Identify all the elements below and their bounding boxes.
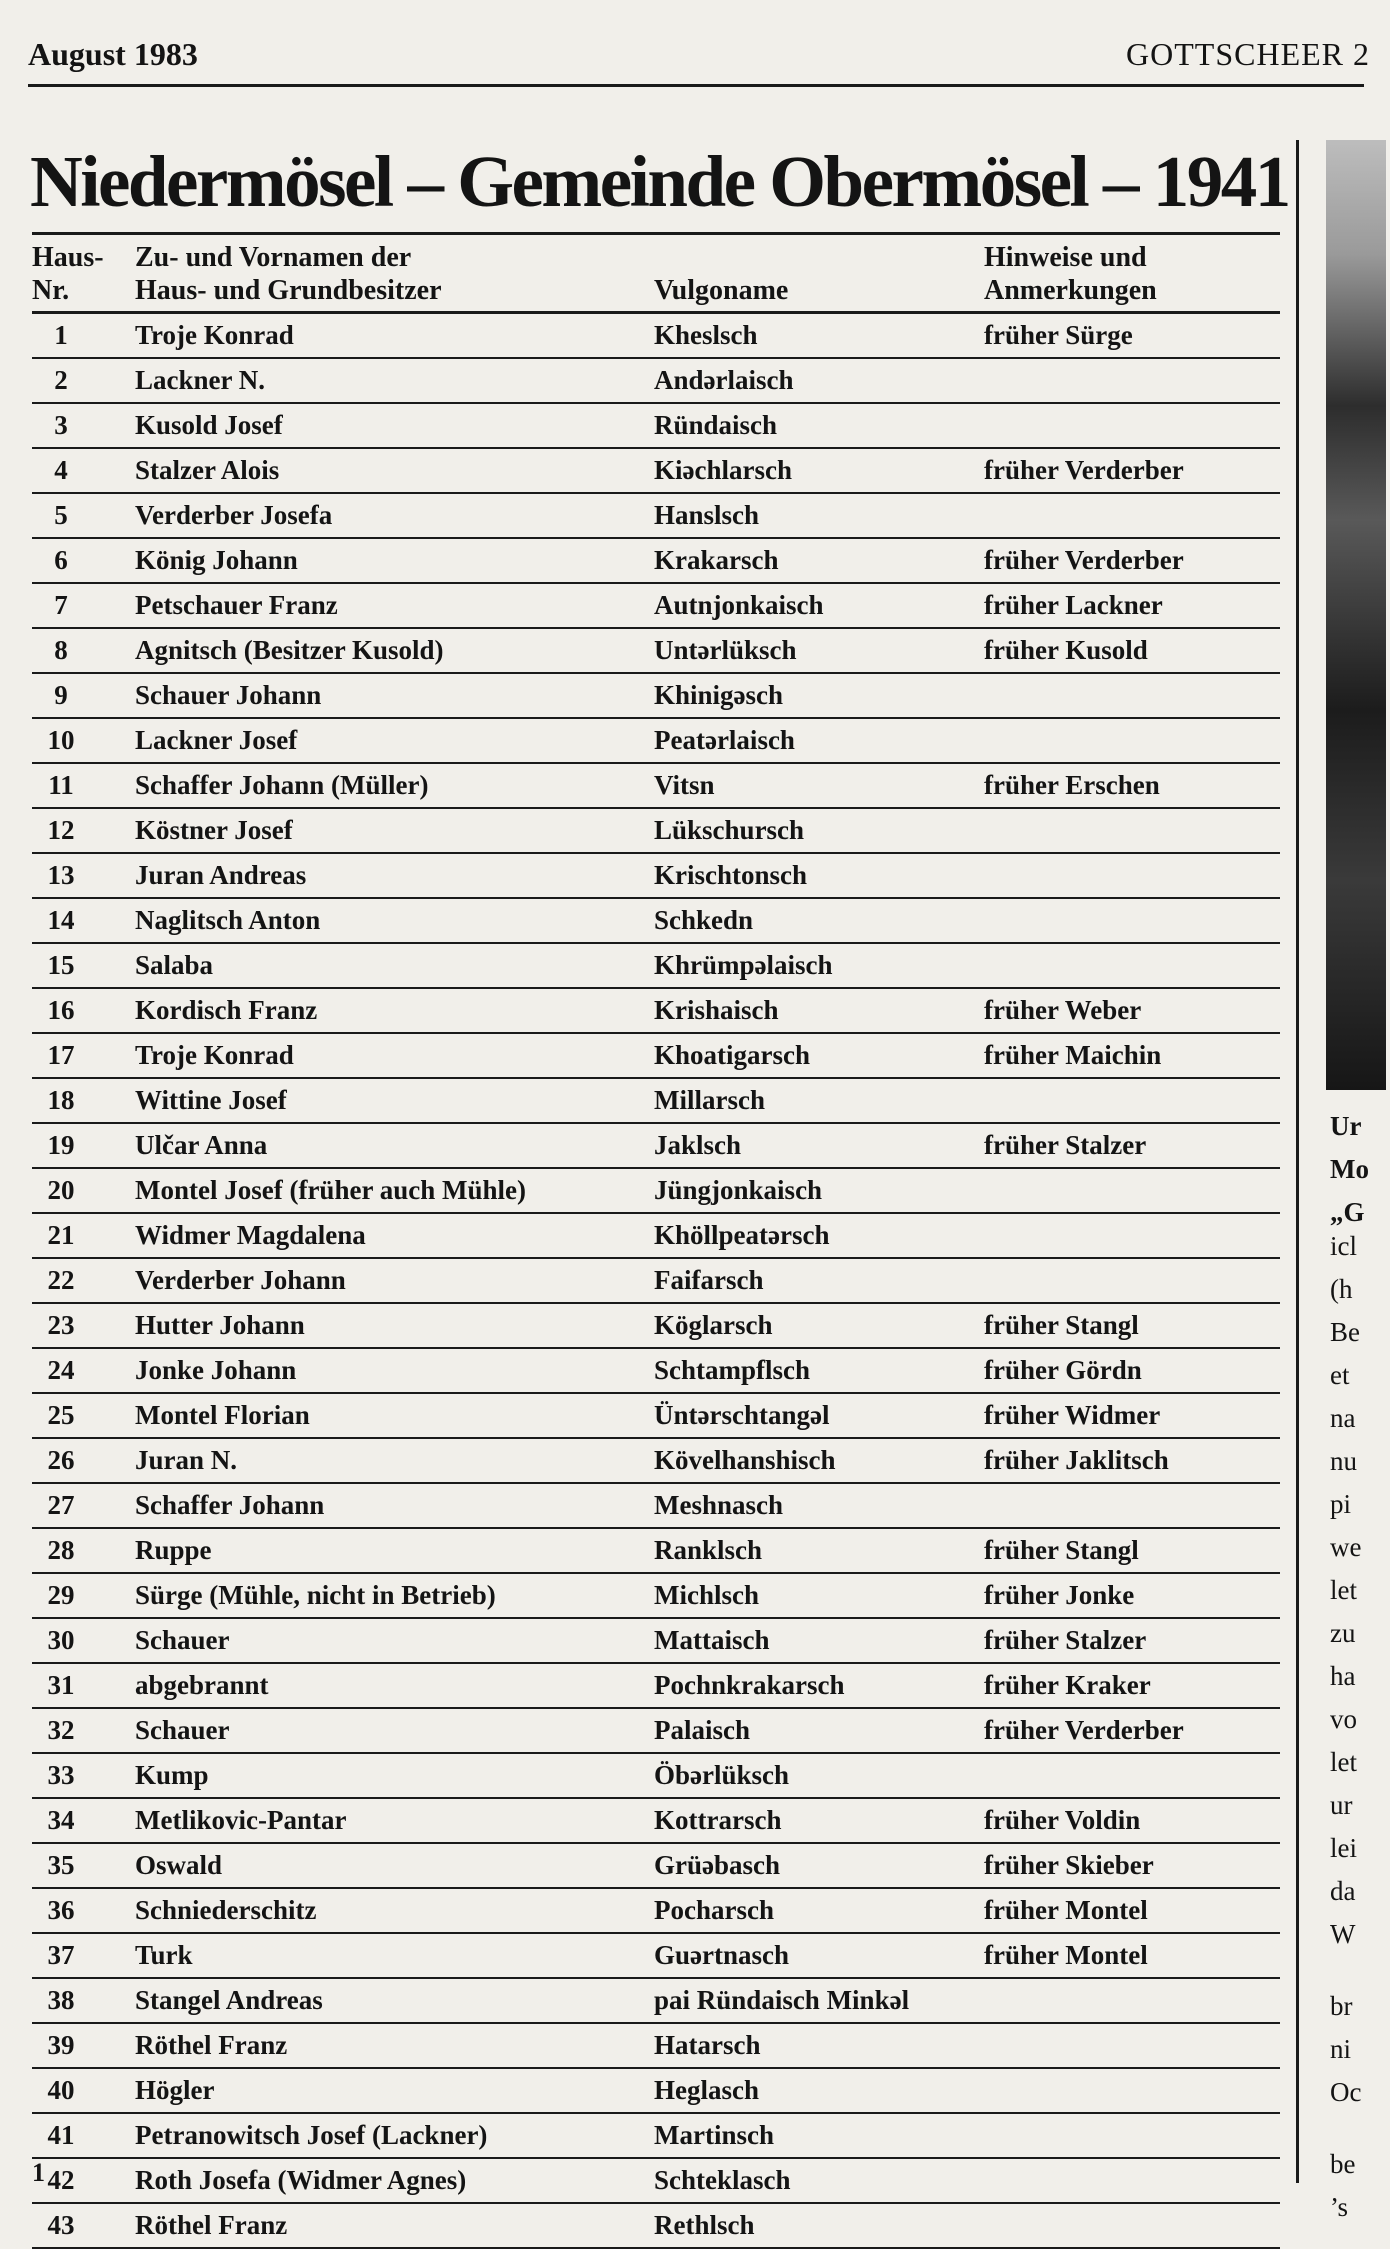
owner-name-cell: Köstner Josef xyxy=(135,815,293,845)
table-row xyxy=(32,989,1280,1034)
house-number-cell: 18 xyxy=(47,1085,75,1115)
table-row xyxy=(32,1529,1280,1574)
house-number-cell: 16 xyxy=(47,995,75,1025)
owner-name-cell: Juran N. xyxy=(135,1445,238,1475)
owner-name-cell: Schauer xyxy=(135,1625,230,1655)
vulgo-name-cell: Kiəchlarsch xyxy=(654,455,792,485)
notes-cell: früher Stangl xyxy=(984,1535,1139,1565)
table-row xyxy=(32,944,1280,989)
text-fragment: W xyxy=(1330,1919,1356,1949)
owner-name-cell: Verderber Johann xyxy=(135,1265,346,1295)
house-number-cell: 36 xyxy=(47,1895,75,1925)
table-row xyxy=(32,719,1280,764)
vulgo-name-cell: Andərlaisch xyxy=(654,365,794,395)
vulgo-name-cell: pai Ründaisch Minkəl xyxy=(654,1985,910,2015)
text-fragment: nu xyxy=(1330,1446,1357,1476)
table-row xyxy=(32,1754,1280,1799)
owner-name-cell: Montel Florian xyxy=(135,1400,310,1430)
house-number-cell: 43 xyxy=(47,2210,75,2240)
table-row xyxy=(32,854,1280,899)
house-number-cell: 10 xyxy=(47,725,75,755)
table-body xyxy=(32,314,1280,2249)
table-row xyxy=(32,1889,1280,1934)
text-fragment: ni xyxy=(1330,2034,1352,2064)
notes-cell: früher Lackner xyxy=(984,590,1163,620)
table-row xyxy=(32,809,1280,854)
notes-cell: früher Kusold xyxy=(984,635,1148,665)
owner-name-cell: Roth Josefa (Widmer Agnes) xyxy=(135,2165,467,2195)
house-number-cell: 17 xyxy=(47,1040,75,1070)
vulgo-name-cell: Khöllpeatərsch xyxy=(654,1220,830,1250)
column-divider xyxy=(1296,140,1299,2183)
owner-name-cell: Ruppe xyxy=(135,1535,212,1565)
newspaper-name: GOTTSCHEER 2 xyxy=(1126,36,1370,72)
owner-name-cell: Turk xyxy=(135,1940,193,1970)
vulgo-name-cell: Hanslsch xyxy=(654,500,760,530)
house-number-cell: 39 xyxy=(47,2030,75,2060)
house-number-cell: 4 xyxy=(54,455,68,485)
text-fragment: ha xyxy=(1330,1661,1356,1691)
vulgo-name-cell: Krakarsch xyxy=(654,545,779,575)
adjacent-column-caption xyxy=(1330,1105,1390,1234)
text-fragment: Oc xyxy=(1330,2077,1362,2107)
owner-name-cell: Petranowitsch Josef (Lackner) xyxy=(135,2120,488,2150)
notes-cell: früher Widmer xyxy=(984,1400,1161,1430)
vulgo-name-cell: Guərtnasch xyxy=(654,1940,789,1970)
vulgo-name-cell: Faifarsch xyxy=(654,1265,764,1295)
notes-cell: früher Kraker xyxy=(984,1670,1151,1700)
notes-cell: früher Sürge xyxy=(984,320,1133,350)
table-row xyxy=(32,1259,1280,1304)
owner-name-cell: Jonke Johann xyxy=(135,1355,297,1385)
text-fragment: et xyxy=(1330,1360,1350,1390)
text-fragment: be xyxy=(1330,2149,1356,2179)
house-number-cell: 8 xyxy=(54,635,68,665)
table-row xyxy=(32,899,1280,944)
owner-name-cell: Lackner Josef xyxy=(135,725,298,755)
vulgo-name-cell: Ranklsch xyxy=(654,1535,763,1565)
text-fragment: zu xyxy=(1330,1618,1356,1648)
owner-name-cell: Lackner N. xyxy=(135,365,266,395)
text-fragment: da xyxy=(1330,1876,1356,1906)
header-house-number: Haus- Nr. xyxy=(32,242,104,306)
house-number-cell: 26 xyxy=(47,1445,75,1475)
house-number-cell: 14 xyxy=(47,905,75,935)
vulgo-name-cell: Heglasch xyxy=(654,2075,759,2105)
notes-cell: früher Jaklitsch xyxy=(984,1445,1169,1475)
vulgo-name-cell: Jaklsch xyxy=(654,1130,742,1160)
vulgo-name-cell: Köglarsch xyxy=(654,1310,773,1340)
adjacent-column-text xyxy=(1330,1225,1390,2229)
text-fragment: we xyxy=(1330,1532,1362,1562)
notes-cell: früher Verderber xyxy=(984,545,1184,575)
table-row xyxy=(32,449,1280,494)
vulgo-name-cell: Palaisch xyxy=(654,1715,751,1745)
house-number-cell: 15 xyxy=(47,950,75,980)
owner-name-cell: Kusold Josef xyxy=(135,410,283,440)
vulgo-name-cell: Schtampflsch xyxy=(654,1355,811,1385)
table-row xyxy=(32,1214,1280,1259)
notes-cell: früher Voldin xyxy=(984,1805,1141,1835)
cropped-photo xyxy=(1326,140,1386,1090)
table-row xyxy=(32,1034,1280,1079)
vulgo-name-cell: Jüngjonkaisch xyxy=(654,1175,823,1205)
owner-name-cell: Schaffer Johann (Müller) xyxy=(135,770,429,800)
table-row xyxy=(32,1439,1280,1484)
house-number-cell: 1 xyxy=(54,320,68,350)
vulgo-name-cell: Kottrarsch xyxy=(654,1805,782,1835)
house-number-cell: 33 xyxy=(47,1760,75,1790)
text-fragment: icl xyxy=(1330,1231,1357,1261)
house-number-cell: 28 xyxy=(47,1535,75,1565)
vulgo-name-cell: Schkedn xyxy=(654,905,754,935)
table-row xyxy=(32,539,1280,584)
vulgo-name-cell: Michlsch xyxy=(654,1580,759,1610)
house-number-cell: 20 xyxy=(47,1175,75,1205)
text-fragment: na xyxy=(1330,1403,1356,1433)
header-owner-name: Zu- und Vornamen der Haus- und Grundbesitzer xyxy=(135,242,442,306)
header-vulgo-name: Vulgoname xyxy=(654,275,789,306)
notes-cell: früher Stalzer xyxy=(984,1130,1147,1160)
table-row xyxy=(32,1484,1280,1529)
table-row xyxy=(32,1394,1280,1439)
page-title: Niedermösel – Gemeinde Obermösel – 1941 xyxy=(30,141,1289,222)
table-row xyxy=(32,314,1280,359)
owner-name-cell: Kump xyxy=(135,1760,209,1790)
house-number-cell: 27 xyxy=(47,1490,75,1520)
table-row xyxy=(32,584,1280,629)
owner-name-cell: Petschauer Franz xyxy=(135,590,338,620)
vulgo-name-cell: Peatərlaisch xyxy=(654,725,795,755)
house-number-cell: 22 xyxy=(47,1265,75,1295)
notes-cell: früher Jonke xyxy=(984,1580,1135,1610)
house-number-cell: 34 xyxy=(47,1805,75,1835)
owner-name-cell: Wittine Josef xyxy=(135,1085,287,1115)
table-row xyxy=(32,359,1280,404)
house-number-cell: 32 xyxy=(47,1715,75,1745)
notes-cell: früher Maichin xyxy=(984,1040,1162,1070)
house-number-cell: 37 xyxy=(47,1940,75,1970)
text-fragment: vo xyxy=(1330,1704,1357,1734)
house-number-cell: 3 xyxy=(54,410,68,440)
table-row xyxy=(32,2024,1280,2069)
table-row xyxy=(32,1934,1280,1979)
owner-name-cell: Troje Konrad xyxy=(135,1040,294,1070)
owner-name-cell: Kordisch Franz xyxy=(135,995,318,1025)
house-owners-table xyxy=(32,232,1280,2249)
owner-name-cell: Ulčar Anna xyxy=(135,1130,268,1160)
notes-cell: früher Verderber xyxy=(984,455,1184,485)
owner-name-cell: Röthel Franz xyxy=(135,2210,288,2240)
text-fragment: let xyxy=(1330,1575,1357,1605)
vulgo-name-cell: Hatarsch xyxy=(654,2030,761,2060)
vulgo-name-cell: Pocharsch xyxy=(654,1895,774,1925)
table-row xyxy=(32,1619,1280,1664)
notes-cell: früher Stalzer xyxy=(984,1625,1147,1655)
notes-cell: früher Stangl xyxy=(984,1310,1139,1340)
table-row xyxy=(32,1349,1280,1394)
vulgo-name-cell: Rethlsch xyxy=(654,2210,755,2240)
footer-mark: 1 xyxy=(32,2158,45,2187)
text-fragment: ’s xyxy=(1330,2192,1349,2222)
text-fragment: ur xyxy=(1330,1790,1353,1820)
vulgo-name-cell: Millarsch xyxy=(654,1085,765,1115)
table-row xyxy=(32,494,1280,539)
vulgo-name-cell: Kheslsch xyxy=(654,320,758,350)
notes-cell: früher Gördn xyxy=(984,1355,1142,1385)
owner-name-cell: Juran Andreas xyxy=(135,860,307,890)
vulgo-name-cell: Khrümpəlaisch xyxy=(654,950,833,980)
text-fragment: br xyxy=(1330,1991,1353,2021)
table-row xyxy=(32,2204,1280,2249)
owner-name-cell: Naglitsch Anton xyxy=(135,905,321,935)
owner-name-cell: Sürge (Mühle, nicht in Betrieb) xyxy=(135,1580,496,1610)
house-number-cell: 25 xyxy=(47,1400,75,1430)
owner-name-cell: Oswald xyxy=(135,1850,223,1880)
caption-fragment: Mo xyxy=(1330,1154,1369,1184)
vulgo-name-cell: Krischtonsch xyxy=(654,860,808,890)
vulgo-name-cell: Kövelhanshisch xyxy=(654,1445,836,1475)
house-number-cell: 40 xyxy=(47,2075,75,2105)
house-number-cell: 6 xyxy=(54,545,68,575)
owner-name-cell: Stangel Andreas xyxy=(135,1985,323,2015)
house-number-cell: 21 xyxy=(47,1220,75,1250)
issue-date: August 1983 xyxy=(28,36,198,72)
house-number-cell: 12 xyxy=(47,815,75,845)
table-row xyxy=(32,1124,1280,1169)
text-fragment xyxy=(1330,1956,1390,1985)
text-fragment: pi xyxy=(1330,1489,1352,1519)
house-number-cell: 29 xyxy=(47,1580,75,1610)
notes-cell: früher Verderber xyxy=(984,1715,1184,1745)
house-number-cell: 2 xyxy=(54,365,68,395)
owner-name-cell: König Johann xyxy=(135,545,298,575)
owner-name-cell: Högler xyxy=(135,2075,215,2105)
vulgo-name-cell: Martinsch xyxy=(654,2120,774,2150)
owner-name-cell: Agnitsch (Besitzer Kusold) xyxy=(135,635,444,665)
notes-cell: früher Montel xyxy=(984,1940,1148,1970)
owner-name-cell: Schauer Johann xyxy=(135,680,322,710)
vulgo-name-cell: Lükschursch xyxy=(654,815,805,845)
table-row xyxy=(32,1844,1280,1889)
house-number-cell: 24 xyxy=(47,1355,75,1385)
house-number-cell: 19 xyxy=(47,1130,75,1160)
vulgo-name-cell: Schteklasch xyxy=(654,2165,791,2195)
vulgo-name-cell: Khoatigarsch xyxy=(654,1040,811,1070)
owner-name-cell: Schniederschitz xyxy=(135,1895,317,1925)
vulgo-name-cell: Ründaisch xyxy=(654,410,778,440)
vulgo-name-cell: Mattaisch xyxy=(654,1625,770,1655)
owner-name-cell: Troje Konrad xyxy=(135,320,294,350)
header-notes: Hinweise und Anmerkungen xyxy=(984,242,1157,306)
table-row xyxy=(32,1574,1280,1619)
table-row xyxy=(32,1664,1280,1709)
vulgo-name-cell: Öbərlüksch xyxy=(654,1760,790,1790)
notes-cell: früher Erschen xyxy=(984,770,1160,800)
house-number-cell: 35 xyxy=(47,1850,75,1880)
notes-cell: früher Montel xyxy=(984,1895,1148,1925)
owner-name-cell: Schaffer Johann xyxy=(135,1490,325,1520)
table-row xyxy=(32,629,1280,674)
owner-name-cell: Widmer Magdalena xyxy=(135,1220,366,1250)
owner-name-cell: Salaba xyxy=(135,950,214,980)
vulgo-name-cell: Untərlüksch xyxy=(654,635,797,665)
vulgo-name-cell: Khinigəsch xyxy=(654,680,784,710)
table-row xyxy=(32,2069,1280,2114)
house-number-cell: 9 xyxy=(54,680,68,710)
masthead xyxy=(28,30,1370,87)
text-fragment: let xyxy=(1330,1747,1357,1777)
house-number-cell: 23 xyxy=(47,1310,75,1340)
vulgo-name-cell: Pochnkrakarsch xyxy=(654,1670,845,1700)
table-row xyxy=(32,2114,1280,2159)
table-row xyxy=(32,1304,1280,1349)
house-number-cell: 31 xyxy=(47,1670,75,1700)
table-header-row xyxy=(32,235,1280,314)
vulgo-name-cell: Grüəbasch xyxy=(654,1850,781,1880)
owner-name-cell: Montel Josef (früher auch Mühle) xyxy=(135,1175,526,1205)
table-row xyxy=(32,1979,1280,2024)
house-number-cell: 41 xyxy=(47,2120,75,2150)
table-row xyxy=(32,404,1280,449)
vulgo-name-cell: Krishaisch xyxy=(654,995,779,1025)
caption-fragment: Ur xyxy=(1330,1111,1362,1141)
text-fragment: Be xyxy=(1330,1317,1360,1347)
notes-cell: früher Skieber xyxy=(984,1850,1154,1880)
house-number-cell: 38 xyxy=(47,1985,75,2015)
table-row xyxy=(32,674,1280,719)
vulgo-name-cell: Vitsn xyxy=(654,770,715,800)
owner-name-cell: Metlikovic-Pantar xyxy=(135,1805,347,1835)
house-number-cell: 30 xyxy=(47,1625,75,1655)
house-number-cell: 7 xyxy=(54,590,68,620)
caption-fragment: „G xyxy=(1330,1197,1365,1227)
house-number-cell: 42 xyxy=(47,2165,75,2195)
owner-name-cell: Verderber Josefa xyxy=(135,500,333,530)
owner-name-cell: Röthel Franz xyxy=(135,2030,288,2060)
owner-name-cell: Schauer xyxy=(135,1715,230,1745)
vulgo-name-cell: Autnjonkaisch xyxy=(654,590,824,620)
vulgo-name-cell: Üntərschtangəl xyxy=(654,1400,830,1430)
table-row xyxy=(32,1079,1280,1124)
table-row xyxy=(32,2159,1280,2204)
table-row xyxy=(32,1169,1280,1214)
text-fragment xyxy=(1330,2114,1390,2143)
vulgo-name-cell: Meshnasch xyxy=(654,1490,784,1520)
notes-cell: früher Weber xyxy=(984,995,1142,1025)
house-number-cell: 13 xyxy=(47,860,75,890)
table-row xyxy=(32,764,1280,809)
house-number-cell: 5 xyxy=(54,500,68,530)
owner-name-cell: Hutter Johann xyxy=(135,1310,305,1340)
house-number-cell: 11 xyxy=(48,770,74,800)
table-row xyxy=(32,1709,1280,1754)
owner-name-cell: Stalzer Alois xyxy=(135,455,280,485)
text-fragment: (h xyxy=(1330,1274,1353,1304)
text-fragment: lei xyxy=(1330,1833,1357,1863)
owner-name-cell: abgebrannt xyxy=(135,1670,269,1700)
table-row xyxy=(32,1799,1280,1844)
